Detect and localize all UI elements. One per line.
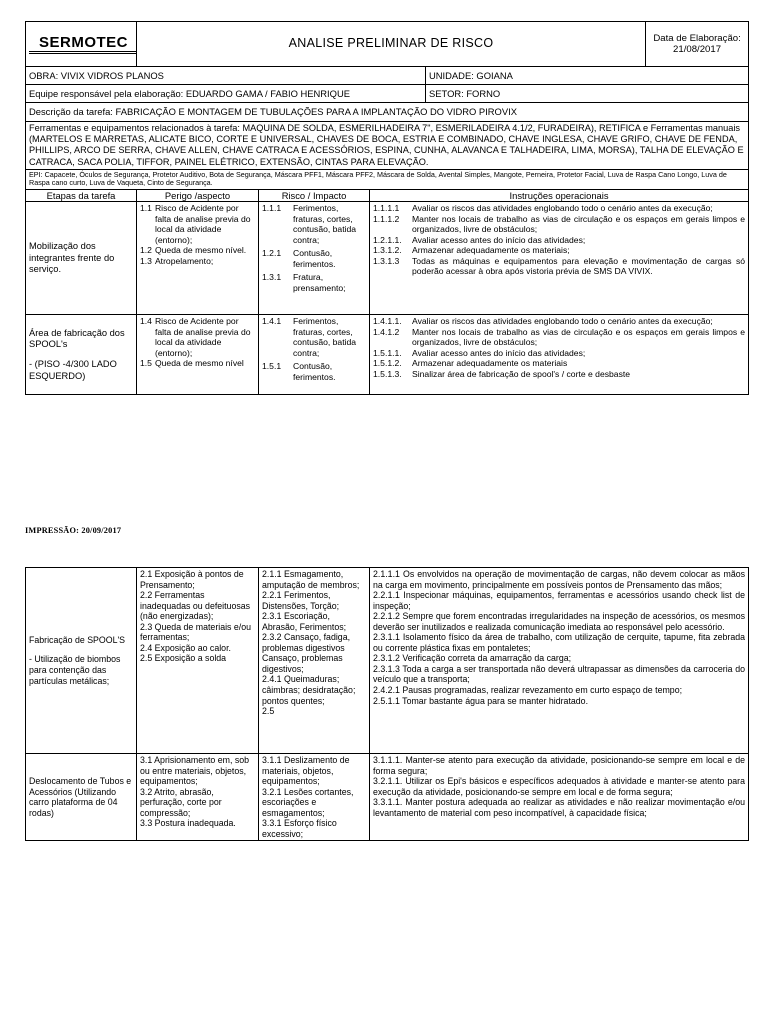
hazard-item: 3.2 Atrito, abrasão, perfuração, corte por compressão; (140, 786, 222, 818)
risk-cell (259, 202, 370, 315)
hazard-text: Queda de mesmo nível. (154, 245, 247, 256)
col-header-perigo: Perigo /aspecto (137, 189, 259, 201)
risk-item: 2.1.1 Esmagamento, amputação de membros; (262, 569, 360, 590)
table-row (26, 202, 749, 315)
date-label: Data de Elaboração: (653, 32, 741, 44)
obra-field: OBRA: VIVIX VIDROS PLANOS (26, 67, 426, 85)
risk-text: Contusão, ferimentos. (293, 361, 336, 382)
hazard-num: 1.2 (140, 245, 152, 256)
risk-item: 3.2.1 Lesões cortantes, escoriações e esmagamentos; (262, 786, 354, 818)
print-date: IMPRESSÃO: 20/09/2017 (25, 526, 122, 535)
instruction-num: 1.1.1.1 (373, 203, 400, 214)
stage-text: Deslocamento de Tubos e Acessórios (Utilizando carro plataforma de 04 rodas) (29, 776, 132, 818)
epi-field: EPI: Capacete, Óculos de Segurança, Protetor Auditivo, Bota de Segurança, Máscara PFF1, Máscara PFF2, Máscara de Solda, Avental Simples, Mangote, Perneira, Protetor Facial, Luva de Raspa Cano Longo, Luva de Raspa cano curto, Luva de Vaqueta, Cinto de Segurança. (26, 169, 749, 189)
hazard-text: Risco de Acidente por falta de analise previa do local da atividade (entorno); (154, 203, 251, 245)
hazard-text: Atropelamento; (154, 255, 214, 266)
hazard-cell (137, 315, 259, 395)
instruction-num: 1.4.1.1. (373, 316, 402, 327)
date-value: 21/08/2017 (673, 44, 722, 55)
descricao-field: Descrição da tarefa: FABRICAÇÃO E MONTAGEM DE TUBULAÇÕES PARA A IMPLANTAÇÃO DO VIDRO PIROVIX (26, 103, 749, 122)
stage-text: Fabricação de SPOOL'S (29, 634, 126, 645)
risk-item: 2.4.1 Queimaduras; câimbras; desidratação; pontos quentes; (262, 674, 356, 706)
instruction-num: 1.5.1.3. (373, 368, 402, 379)
hazard-item (140, 316, 255, 358)
risk-item: 2.5 (262, 706, 275, 717)
instruction-item: 2.4.2.1 Pausas programadas, realizar revezamento em curto espaço de tempo; (373, 685, 683, 696)
hazard-item (140, 245, 255, 255)
instruction-item (373, 245, 745, 255)
instruction-item: 3.1.1.1. Manter-se atento para execução da atividade, posicionando-se sempre em local e de forma segura; (373, 755, 745, 776)
risk-item (262, 248, 366, 269)
hazard-item: 2.1 Exposição à pontos de Prensamento; (140, 569, 244, 590)
instruction-text: Armazenar adequadamente os materiais; (412, 245, 570, 256)
risk-num: 1.2.1 (262, 248, 282, 259)
risk-cell (259, 315, 370, 395)
instruction-text: Avaliar acesso antes do início das atividades; (412, 234, 586, 245)
hazard-item (140, 203, 255, 245)
risk-item: 2.2.1 Ferimentos, Distensões, Torção; (262, 590, 340, 611)
hazard-num: 1.1 (140, 203, 152, 214)
hazard-item: 2.4 Exposição ao calor. (140, 642, 231, 653)
hazard-num: 1.5 (140, 358, 152, 369)
stage-text: Mobilização dos integrantes frente do serviço. (29, 241, 115, 274)
hazard-text: Risco de Acidente por falta de analise previa do local da atividade (entorno); (154, 316, 251, 358)
risk-text: Contusão, ferimentos. (293, 248, 336, 269)
unidade-field: UNIDADE: GOIANA (426, 67, 749, 85)
date-cell (646, 22, 749, 67)
risk-item: Cansaço, problemas digestivos; (262, 653, 343, 674)
instruction-item: 3.2.1.1. Utilizar os Epi's básicos e específicos adequados à atividade e manter-se atento para execução da atividade, posicionando-se sempre em local e de forma segura; (373, 776, 745, 797)
risk-num: 1.5.1 (262, 361, 282, 372)
stage-note: - (PISO -4/300 LADO ESQUERDO) (29, 359, 117, 381)
logo-cell (26, 22, 137, 67)
risk-item (262, 203, 366, 245)
instruction-text: Manter nos locais de trabalho as vias de circulação e os espaços em gerais limpos e organizados, livre de obstáculos; (412, 326, 746, 348)
col-header-risco: Risco / Impacto (259, 189, 370, 201)
equipe-field: Equipe responsável pela elaboração: EDUARDO GAMA / FABIO HENRIQUE (26, 85, 426, 103)
instruction-cell (370, 315, 749, 395)
risk-text: Ferimentos, fraturas, cortes, contusão, batida contra; (293, 203, 357, 245)
instruction-item: 2.2.1.1 Inspecionar máquinas, equipamentos, ferramentas e acessórios usando check list de inspeção; (373, 590, 745, 611)
instruction-item (373, 214, 745, 235)
risk-item: 3.1.1 Deslizamento de materiais, objetos, equipamentos; (262, 755, 350, 787)
hazard-num: 1.3 (140, 255, 152, 266)
hazard-cell (137, 202, 259, 315)
risk-item (262, 272, 366, 293)
instruction-num: 1.5.1.1. (373, 347, 402, 358)
table-row (26, 315, 749, 395)
instruction-item (373, 256, 745, 277)
instruction-text: Todas as máquinas e equipamentos para elevação e movimentação de cargas só poderão acessar à obra após vistoria prévia de SMS DA VIVIX. (412, 255, 746, 277)
instruction-item: 2.5.1.1 Tomar bastante água para se manter hidratado. (373, 695, 589, 706)
instruction-num: 1.4.1.2 (373, 326, 400, 337)
instruction-text: Manter nos locais de trabalho as vias de circulação e os espaços em gerais limpos e organizados, livre de obstáculos; (412, 213, 746, 235)
stage-text: Área de fabricação dos SPOOL's (29, 327, 125, 349)
instruction-item: 2.1.1.1 Os envolvidos na operação de movimentação de cargas, não devem colocar as mãos na carga em movimento, principalmente em possíveis pontos de Prensamento das mãos; (373, 569, 745, 590)
hazard-cell (137, 568, 259, 754)
risk-cell (259, 568, 370, 754)
risk-item (262, 361, 366, 382)
stage-note: - Utilização de biombos para contenção das partículas metálicas; (29, 654, 121, 686)
instruction-item (373, 348, 745, 358)
instruction-num: 1.3.1.2. (373, 245, 402, 256)
hazard-item: 2.3 Queda de materiais e/ou ferramentas; (140, 621, 252, 643)
instruction-text: Avaliar os riscos das atividades englobando todo o cenário antes da execução; (412, 203, 713, 214)
hazard-item: 2.2 Ferramentas inadequadas ou defeituosas (não energizadas); (140, 590, 251, 622)
stage-cell (26, 202, 137, 315)
risk-item: 2.3.1 Escoriação, Abrasão, Ferimentos; (262, 611, 347, 632)
page-title: ANALISE PRELIMINAR DE RISCO (137, 22, 646, 67)
instruction-item (373, 327, 745, 348)
risk-num: 1.4.1 (262, 316, 282, 327)
instruction-text: Armazenar adequadamente os materiais (412, 358, 568, 369)
instruction-num: 1.2.1.1. (373, 234, 402, 245)
instruction-num: 1.5.1.2. (373, 358, 402, 369)
hazard-text: Queda de mesmo nível (154, 358, 244, 369)
col-header-instrucoes: Instruções operacionais (370, 189, 749, 201)
risk-text: Fratura, prensamento; (293, 272, 346, 293)
instruction-text: Avaliar os riscos das atividades englobando todo o cenário antes da execução; (412, 316, 713, 327)
instruction-num: 1.1.1.2 (373, 213, 400, 224)
hazard-item: 2.5 Exposição a solda (140, 653, 227, 664)
risk-text: Ferimentos, fraturas, cortes, contusão, batida contra; (293, 316, 357, 358)
table-row (26, 754, 749, 841)
hazard-item (140, 256, 255, 266)
hazard-cell (137, 754, 259, 841)
col-header-etapas: Etapas da tarefa (26, 189, 137, 201)
risk-cell (259, 754, 370, 841)
instruction-item: 2.3.1.3 Toda a carga a ser transportada não deverá ultrapassar as dimensões da carroceria do veículo que a transporta; (373, 663, 745, 685)
risk-item: 3.3.1 Esforço físico excessivo; (262, 818, 337, 839)
risk-item (262, 316, 366, 358)
risk-num: 1.3.1 (262, 272, 282, 283)
hazard-item: 3.1 Aprisionamento em, sob ou entre materiais, objetos, equipamentos; (140, 755, 250, 787)
ferramentas-field: Ferramentas e equipamentos relacionados à tarefa: MAQUINA DE SOLDA, ESMERILHADEIRA 7", ESMERILADEIRA 4.1/2, FURADEIRA), RETIFICA e Ferramentas manuais (MARTELOS E MARRETAS, ALICATE BICO, CORTE E UNIVERSAL, CHAVES DE BOCA, ESTRIA E COMBINADO, CHAVE INGLESA, CHAVE GRIFO, CHAVE DE FENDA, PHILLIPS, ARCO DE SERRA, CHAVE ALLEN, CHAVE CATRACA E ACESSÓRIOS, ESPINA, CUNHA, ALAVANCA E TALHADEIRA, LIMA, MORSA), TALHA DE ELEVAÇÃO E CATRACA, SACA POLIA, TIFFOR, PAINEL ELÉTRICO, EXTENSÃO, CINTAS PARA ELEVAÇÃO. (26, 122, 749, 170)
company-logo: SERMOTEC (29, 34, 137, 54)
hazard-item: 3.3 Postura inadequada. (140, 818, 236, 829)
instruction-text: Sinalizar área de fabricação de spool's / corte e desbaste (412, 368, 631, 379)
hazard-num: 1.4 (140, 316, 152, 327)
table-row (26, 568, 749, 754)
instruction-item (373, 316, 745, 326)
stage-cell (26, 315, 137, 395)
instruction-item (373, 369, 745, 379)
instruction-item: 2.3.1.2 Verificação correta da amarração da carga; (373, 653, 572, 664)
instruction-cell (370, 202, 749, 315)
instruction-text: Avaliar acesso antes do início das atividades; (412, 347, 586, 358)
instruction-item (373, 203, 745, 213)
stage-cell (26, 568, 137, 754)
risk-analysis-table-continued (25, 567, 749, 841)
hazard-item (140, 358, 255, 368)
instruction-item: 2.2.1.2 Sempre que forem encontradas irregularidades na inspeção de acessórios, os mesmos deverão ser inutilizados e realizada comunicação imediata ao responsável pelo acessório. (373, 611, 745, 632)
instruction-item: 3.3.1.1. Manter postura adequada ao realizar as atividades e não realizar movimentação e/ou levantamento de material com peso incompatível, à capacidade física; (373, 797, 745, 818)
instruction-item (373, 358, 745, 368)
risk-item: 2.3.2 Cansaço, fadiga, problemas digestivos (262, 632, 351, 653)
setor-field: SETOR: FORNO (426, 85, 749, 103)
instruction-cell (370, 568, 749, 754)
risk-analysis-table (25, 21, 749, 395)
instruction-cell (370, 754, 749, 841)
risk-num: 1.1.1 (262, 203, 282, 214)
instruction-item: 2.3.1.1 Isolamento físico da área de trabalho, com utilização de cerquite, tapume, fita zebrada ou corrente plástica fixas em pontaletes; (373, 632, 745, 653)
stage-cell (26, 754, 137, 841)
instruction-item (373, 235, 745, 245)
instruction-num: 1.3.1.3 (373, 255, 400, 266)
